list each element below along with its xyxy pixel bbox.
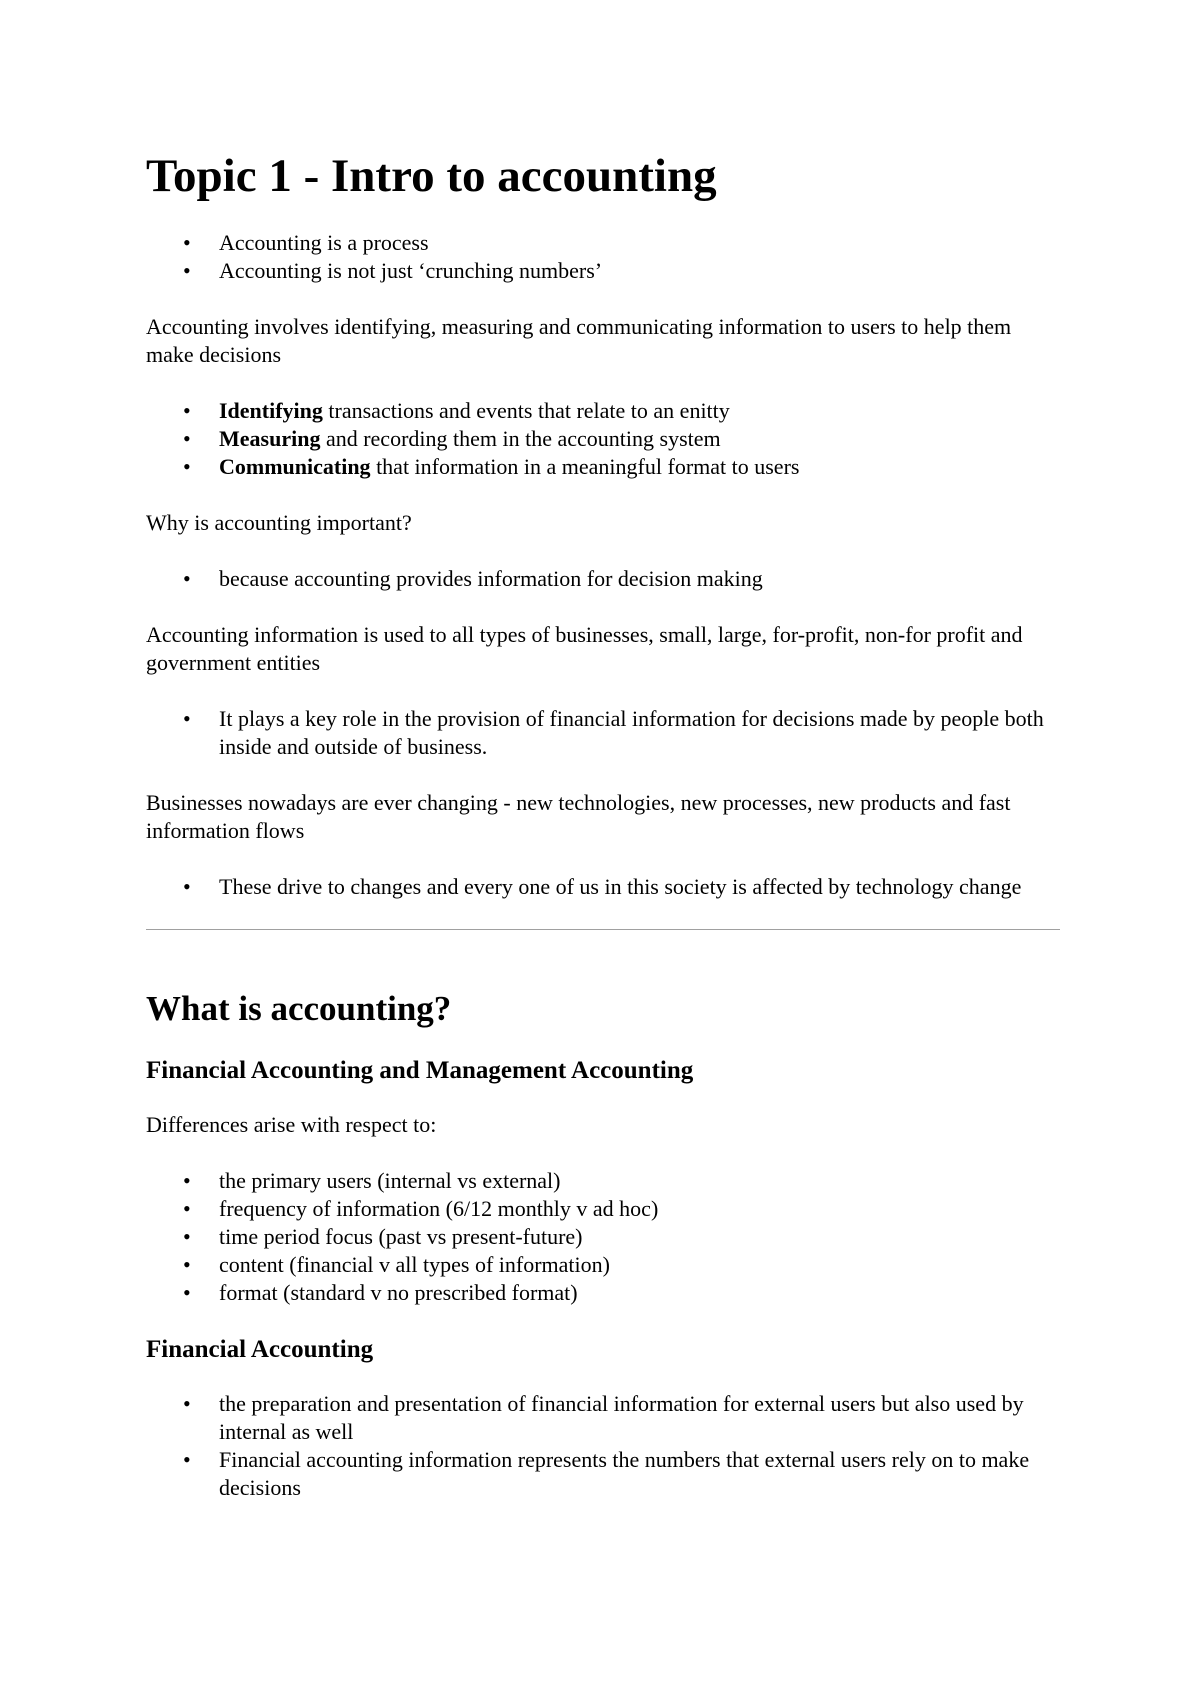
usage-paragraph: Accounting information is used to all types of businesses, small, large, for-profit, non-for profit and government entities: [146, 622, 1023, 675]
usage-bullet-list: [146, 705, 1060, 761]
subsection-heading: Financial Accounting and Management Accounting: [146, 1057, 694, 1084]
term-description: transactions and events that relate to an enitty: [322, 398, 730, 423]
list-item: • the primary users (internal vs external): [219, 1167, 1060, 1195]
bold-term: Identifying: [219, 398, 323, 423]
list-item: • content (financial v all types of information): [219, 1251, 1060, 1279]
definition-paragraph: Accounting involves identifying, measuring and communicating information to users to help them make decisions: [146, 314, 1012, 367]
list-item: • because accounting provides information for decision making: [219, 565, 1060, 593]
list-item: • It plays a key role in the provision of financial information for decisions made by people both inside and outside of business.: [219, 705, 1060, 761]
list-item: • Financial accounting information represents the numbers that external users rely on to make decisions: [219, 1446, 1060, 1502]
page-title: Topic 1 - Intro to accounting: [146, 150, 717, 202]
list-item: • Accounting is a process: [219, 229, 1060, 257]
term-description: and recording them in the accounting system: [320, 426, 721, 451]
section-divider: [146, 929, 1060, 930]
why-question: Why is accounting important?: [146, 510, 412, 535]
term-description: that information in a meaningful format to users: [370, 454, 800, 479]
change-bullet-list: [146, 873, 1060, 901]
list-item: [219, 453, 1060, 481]
list-item: • frequency of information (6/12 monthly v ad hoc): [219, 1195, 1060, 1223]
list-item: • Accounting is not just ‘crunching numbers’: [219, 257, 1060, 285]
bold-term: Communicating: [219, 454, 371, 479]
list-item: • the preparation and presentation of financial information for external users but also used by internal as well: [219, 1390, 1060, 1446]
why-bullet-list: [146, 565, 1060, 593]
list-item: • time period focus (past vs present-future): [219, 1223, 1060, 1251]
list-item: [219, 397, 1060, 425]
change-paragraph: Businesses nowadays are ever changing - new technologies, new processes, new products and fast information flows: [146, 790, 1011, 843]
differences-bullet-list: [146, 1167, 1060, 1307]
bold-term: Measuring: [219, 426, 321, 451]
list-item: • These drive to changes and every one of us in this society is affected by technology change: [219, 873, 1060, 901]
list-item: [219, 425, 1060, 453]
differences-intro: Differences arise with respect to:: [146, 1112, 437, 1137]
list-item: • format (standard v no prescribed format): [219, 1279, 1060, 1307]
subsection-heading: Financial Accounting: [146, 1336, 374, 1363]
section-heading: What is accounting?: [146, 989, 452, 1028]
financial-bullet-list: [146, 1390, 1060, 1502]
intro-bullet-list: [146, 229, 1060, 285]
process-bullet-list: [146, 397, 1060, 481]
